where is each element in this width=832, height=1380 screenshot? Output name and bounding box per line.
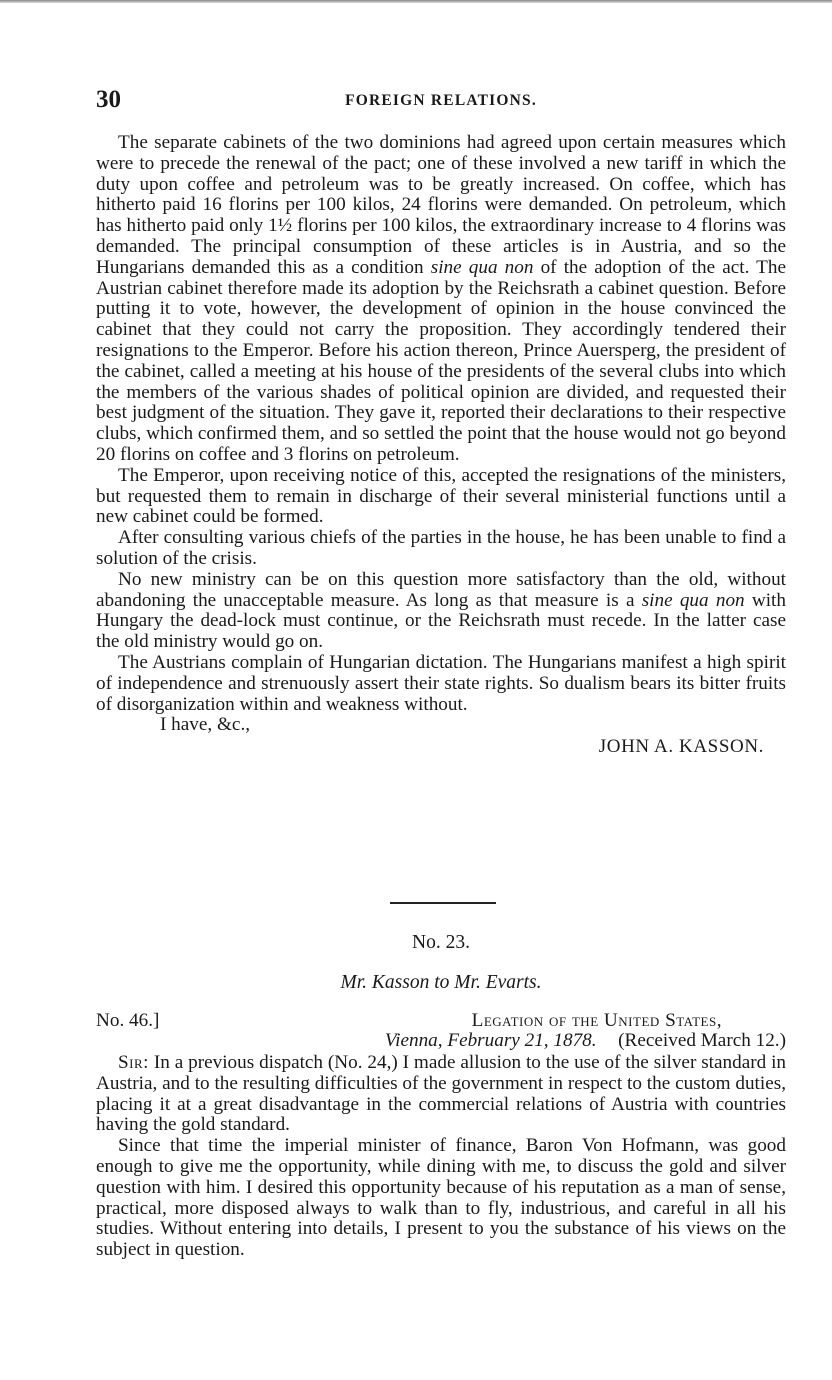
dispatch-line: [96, 1010, 786, 1031]
paragraph: No new ministry can be on this question more satisfactory than the old, without abandoning the unacceptable measure. As long as that measure is a sine qua non with Hungary the dead-lock must continue, or the Reichsrath must recede. In the latter case the old ministry would go on.: [96, 568, 786, 653]
paragraph: The separate cabinets of the two dominions had agreed upon certain measures which were to precede the renewal of the pact; one of these involved a new tariff in which the duty upon coffee and petroleum was to be greatly increased. On coffee, which has hitherto paid 16 florins per 100 kilos, 24 florins were demanded. On petroleum, which has hitherto paid only 1½ florins per 100 kilos, the extraordinary increase to 4 florins was demanded. The principal consumption of these articles is in Austria, and so the Hungarians demanded this as a condition sine qua non of the adoption of the act. The Austrian cabinet therefore made its adoption by the Reichsrath a cabinet question. Before putting it to vote, however, the development of opinion in the house convinced the cabinet that they could not carry the proposition. They accordingly tendered their resignations to the Emperor. Before his action thereon, Prince Auersperg, the president of the cabinet, called a meeting at his house of the presidents of the several clubs into which the members of the various shades of political opinion are divided, and requested their best judgment of the situation. They gave it, reported their declarations to their respective clubs, which confirmed them, and so settled the point that the house would not go beyond 20 florins on coffee and 3 florins on petroleum.: [96, 132, 786, 465]
letter-1-body: [96, 133, 786, 758]
paragraph-text: In a previous dispatch (No. 24,) I made allusion to the use of the silver standard in Austria, and to the resulting difficulties of the government in respect to the custom duties, placing it at a great disadvantage in the commercial relations of Austria with countries having the gold standard.: [96, 1052, 786, 1136]
document-title: Mr. Kasson to Mr. Evarts.: [340, 972, 542, 993]
letter-2-body: [96, 1053, 786, 1261]
place-date: Vienna, February 21, 1878.: [384, 1030, 597, 1051]
paragraph: The Austrians complain of Hungarian dictation. The Hungarians manifest a high spirit of independence and strenuously assert their state rights. So dualism bears its bitter fruits of disorganization within and weakness without.: [96, 651, 786, 715]
received-date: (Received March 12.): [618, 1030, 786, 1051]
latin-phrase: sine qua non: [641, 589, 745, 611]
closing: I have, &c.,: [160, 714, 251, 736]
page-number: 30: [96, 86, 121, 113]
top-edge-rule: [0, 0, 832, 3]
salutation: Sir:: [118, 1052, 150, 1073]
paragraph: Since that time the imperial minister of finance, Baron Von Hofmann, was good enough to give me the opportunity, while dining with me, to discuss the gold and silver question with him. I desired this opportunity because of his reputation as a man of sense, practical, more disposed always to walk than to fly, industrious, and careful in all his studies. Without entering into details, I present to you the substance of his views on the subject in question.: [96, 1135, 786, 1261]
date-line: [96, 1030, 786, 1051]
signature: JOHN A. KASSON.: [598, 736, 764, 758]
dispatch-number: No. 46.]: [96, 1010, 160, 1031]
paragraph: The Emperor, upon receiving notice of this, accepted the resignations of the ministers, but requested them to remain in discharge of their several ministerial functions until a new cabinet could be formed.: [96, 464, 786, 528]
running-head: FOREIGN RELATIONS.: [345, 92, 537, 109]
latin-phrase: sine qua non: [430, 256, 534, 278]
page-header: [96, 88, 786, 114]
document-number: No. 23.: [412, 932, 470, 953]
section-divider: [390, 902, 496, 904]
paragraph: [96, 1053, 786, 1136]
paragraph: After consulting various chiefs of the parties in the house, he has been unable to find a solution of the crisis.: [96, 527, 786, 569]
legation: Legation of the United States,: [471, 1010, 722, 1031]
date-received-group: [385, 1030, 786, 1051]
